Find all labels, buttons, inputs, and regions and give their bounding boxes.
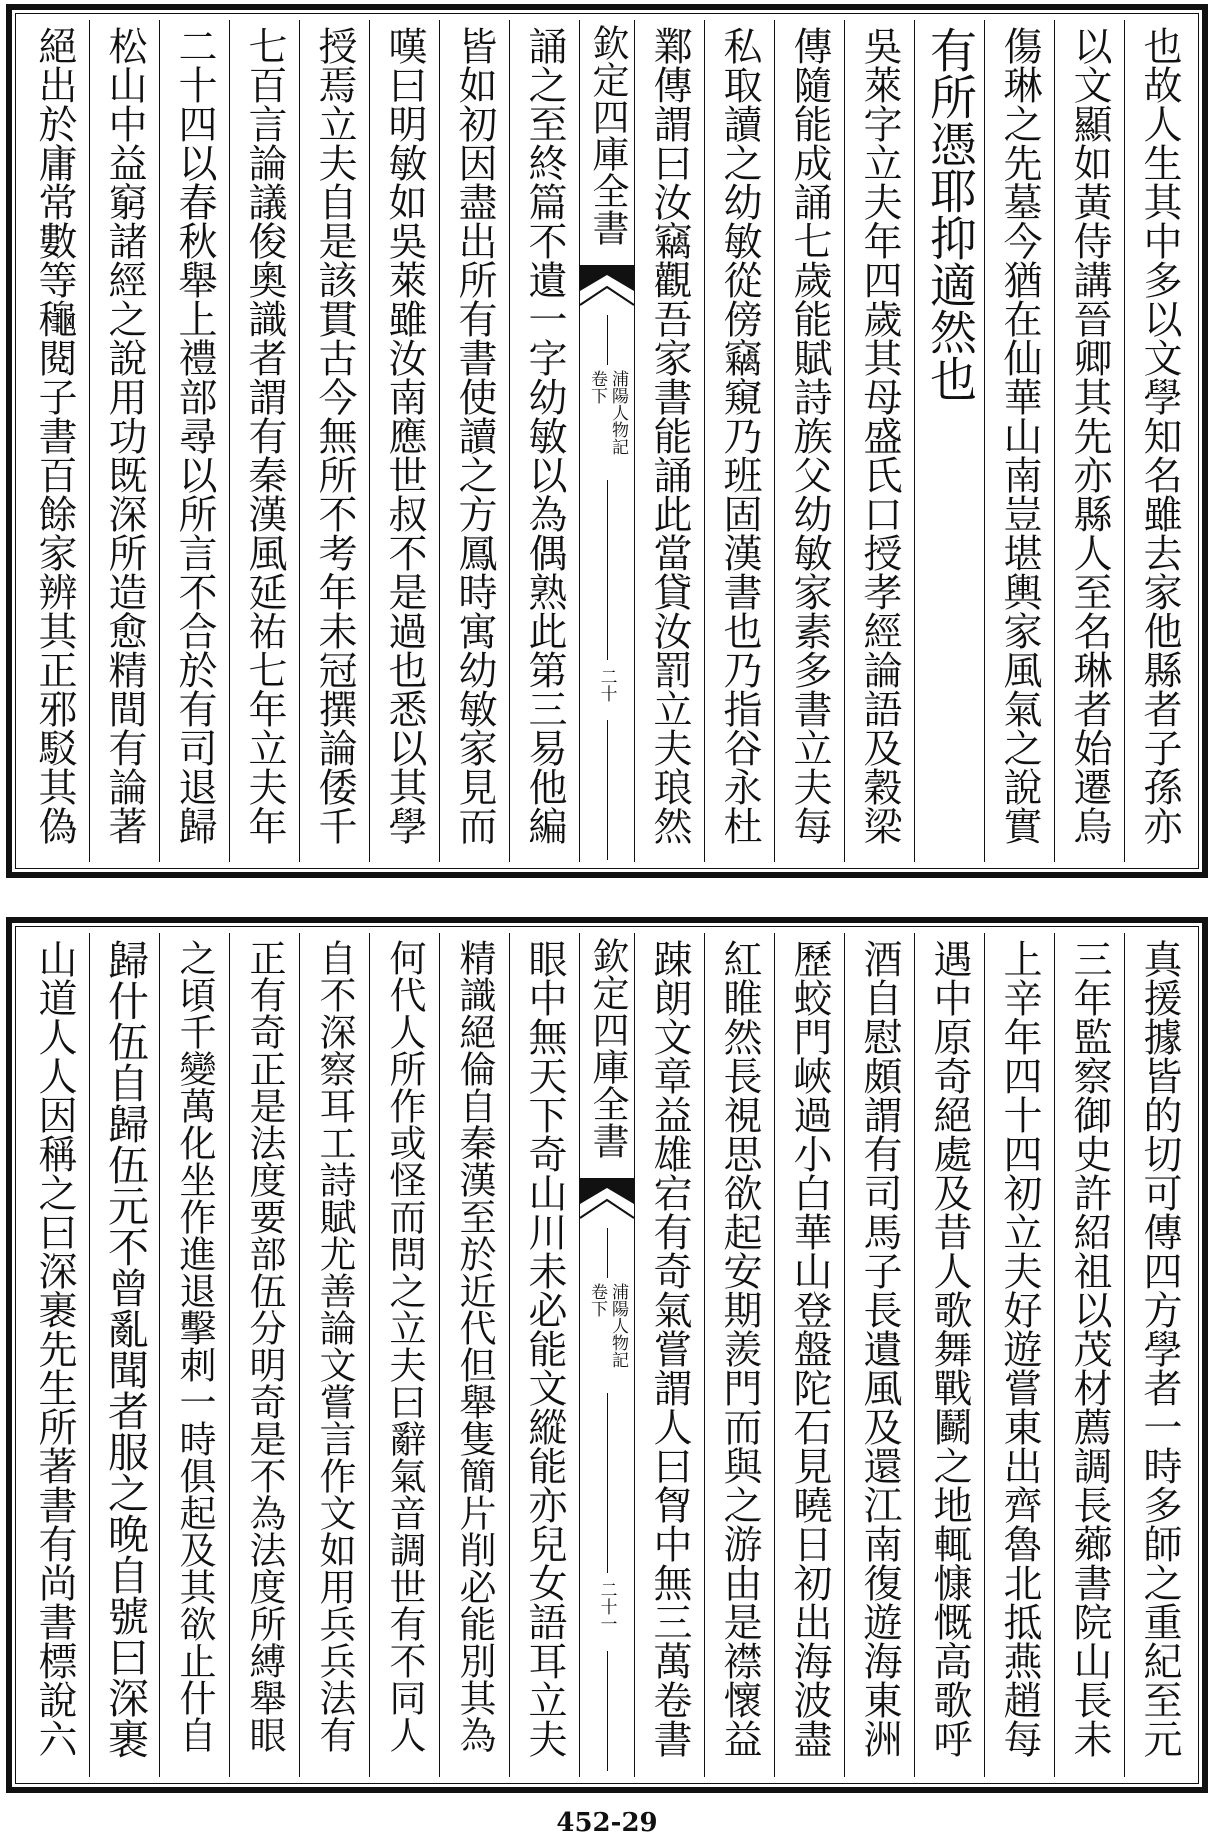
column-text: 傳隨能成誦七歲能賦詩族父幼敏家素多書立夫每 [787,26,832,845]
column-text: 上辛年四十四初立夫好遊嘗東出齊魯北抵燕趙每 [997,939,1042,1758]
text-column [1124,933,1194,1777]
text-column [159,20,229,862]
text-column [984,20,1054,862]
text-column [299,933,369,1777]
text-column [89,20,159,862]
spine-rule [607,480,608,660]
spine-rule [607,315,608,365]
fishtail-mark-icon [580,265,634,311]
column-text: 踈朗文章益雄宕有奇氣嘗謂人曰胷中無三萬卷書 [647,939,692,1758]
column-text: 遇中原奇絕處及昔人歌舞戰鬬之地輒慷慨高歌呼 [927,939,972,1758]
spine-rule [607,1228,608,1278]
text-column [634,20,704,862]
column-text: 真援據皆的切可傳四方學者一時多師之重紀至元 [1137,939,1182,1758]
spine-rule [607,720,608,860]
column-text: 眼中無天下奇山川未必能文縱能亦兒女語耳立夫 [522,939,567,1758]
column-text: 歷蛟門峽過小白華山登盤陀石見曉日初出海波盡 [787,939,832,1758]
column-text: 吳萊字立夫年四歲其母盛氏口授孝經論語及穀梁 [857,26,902,845]
fold-spine [579,20,634,862]
spine-subtitle [587,1283,627,1368]
text-column [914,20,984,862]
text-column [229,20,299,862]
column-text: 之頃千變萬化坐作進退擊刺一時俱起及其欲止什自 [173,939,216,1753]
text-column [509,933,579,1777]
fishtail-mark-icon [580,1178,634,1224]
text-column [89,933,159,1777]
fold-spine [579,933,634,1777]
spine-volume: 卷下 [587,370,607,404]
column-text: 傷琳之先墓今猶在仙華山南豈堪輿家風氣之說實 [997,26,1042,845]
column-text: 皆如初因盡出所有書使讀之方鳳時寓幼敏家見而 [452,26,497,845]
folio-lower [6,917,1208,1793]
spine-book-title: 浦陽人物記 [608,1283,628,1368]
text-column [439,20,509,862]
spine-rule [607,1393,608,1573]
text-column [1054,933,1124,1777]
text-column [509,20,579,862]
spine-page-number: 二十一 [596,1581,617,1632]
column-text: 二十四以春秋舉上禮部尋以所言不合於有司退歸 [172,26,217,845]
spine-volume: 卷下 [587,1283,607,1317]
column-text: 自不深察耳工詩賦尤善論文嘗言作文如用兵兵法有 [313,939,356,1753]
column-text: 山道人人因稱之曰深裹先生所著書有尚書標說六 [32,939,77,1758]
column-text: 精識絕倫自秦漢至於近代但舉隻簡片削必能別其為 [453,939,496,1753]
text-column [774,20,844,862]
column-text: 三年監察御史許紹祖以茂材薦調長薌書院山長未 [1067,939,1112,1758]
column-text: 私取讀之幼敏從傍竊窺乃班固漢書也乃指谷永杜 [717,26,762,845]
column-text: 鄴傳謂曰汝竊觀吾家書能誦此當貸汝罰立夫琅然 [647,26,692,845]
text-column [844,933,914,1777]
text-columns [20,20,1194,862]
column-text: 歸什伍自歸伍元不曾亂聞者服之晚自號曰深裹 [101,939,149,1759]
column-text: 正有奇正是法度要部伍分明奇是不為法度所縛舉眼 [243,939,286,1753]
folio-upper [6,4,1208,878]
text-column [20,20,89,862]
column-text: 以文顯如黃侍講晉卿其先亦縣人至名琳者始遷烏 [1067,26,1112,845]
spine-rule [607,1651,608,1771]
text-column [229,933,299,1777]
text-column [299,20,369,862]
text-column [704,20,774,862]
text-column [1124,20,1194,862]
text-column [439,933,509,1777]
text-column [20,933,89,1777]
spine-title: 欽定四庫全書 [586,937,629,1159]
spine-subtitle [587,370,627,455]
text-columns [20,933,1194,1777]
column-text: 七百言論議俊奧識者謂有秦漢風延祐七年立夫年 [242,26,287,845]
text-column [159,933,229,1777]
column-text: 絕出於庸常數等龝閱子書百餘家辨其正邪駁其偽 [32,26,77,845]
spine-book-title: 浦陽人物記 [608,370,628,455]
column-text: 誦之至終篇不遺一字幼敏以為偶熟此第三易他編 [522,26,567,845]
column-text: 紅睢然長視思欲起安期羨門而與之游由是襟懷益 [717,939,762,1758]
column-text: 也故人生其中多以文學知名雖去家他縣者子孫亦 [1137,26,1182,845]
column-text: 松山中益窮諸經之說用功既深所造愈精間有論著 [102,26,147,845]
spine-page-number: 二十 [596,668,617,702]
text-column [369,20,439,862]
column-text: 酒自慰頗謂有司馬子長遺風及還江南復遊海東洲 [857,939,902,1758]
column-text: 嘆曰明敏如吳萊雖汝南應世叔不是過也悉以其學 [382,26,427,845]
column-text: 授焉立夫自是該貫古今無所不考年未冠撰論倭千 [312,26,357,845]
text-column [914,933,984,1777]
page-reference: 452-29 [556,1808,658,1838]
text-column [704,933,774,1777]
column-text: 有所憑耶抑適然也 [922,26,977,402]
spine-title: 欽定四庫全書 [586,24,629,246]
text-column [774,933,844,1777]
text-column [369,933,439,1777]
column-text: 何代人所作或怪而問之立夫曰辭氣音調世有不同人 [383,939,426,1753]
text-column [1054,20,1124,862]
text-column [634,933,704,1777]
text-column [984,933,1054,1777]
text-column [844,20,914,862]
